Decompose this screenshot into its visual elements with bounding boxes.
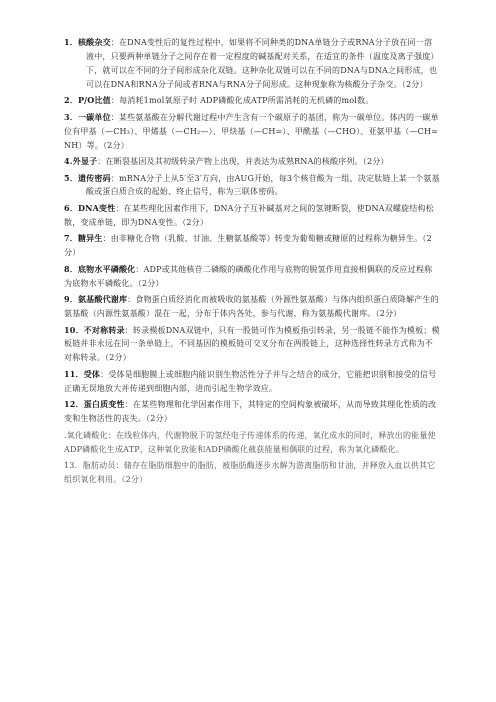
definition-asymmetric-transcription: [64, 324, 440, 366]
entry-term: 8．底物水平磷酸化: [64, 263, 136, 274]
entry-body: ：在DNA变性后的复性过程中，如果将不同种类的DNA单链分子或RNA分子放在同一溶液中，只要两种单链分子之间存在着一定程度的碱基配对关系，在适宜的条件（温度及离子强度）下，就可以在不同的分子间形成杂化双链。这种杂化双链可以在不同的DNA与DNA之间形成，也可以在DNA和RNA分子间或者RNA与RNA分子间形成。这种现象称为核酸分子杂交。（2分）: [86, 38, 439, 89]
entry-body: ：每消耗1mol氧原子时 ADP磷酸化成ATP所需消耗的无机磷的mol数。: [110, 96, 374, 106]
entry-term: 11．受体: [64, 368, 101, 379]
definition-oxidative-phosphorylation: [64, 429, 440, 457]
entry-body: ：食物蛋白质经消化而被吸收的氨基酸（外源性氨基酸）与体内组织蛋白质降解产生的氨基酸（内源性氨基酸）混在一起，分布于体内各处，参与代谢，称为氨基酸代谢库。（2分）: [64, 295, 439, 319]
entry-term: 7．糖异生: [64, 233, 103, 244]
entry-body: ：ADP或其他核苷二磷酸的磷酸化作用与底物的脱氢作用直接相偶联的反应过程称为底物水平磷酸化。（2分）: [64, 264, 433, 288]
definition-substrate-level-phosphorylation: [64, 263, 440, 291]
definition-fat-mobilization: [64, 459, 440, 487]
entry-term: 6．DNA变性: [64, 202, 116, 213]
definition-receptor: [64, 368, 440, 396]
definition-nucleic-acid-hybridization: [64, 36, 440, 92]
entry-body: ：由非糖化合物（乳酸、甘油、生糖氨基酸等）转变为葡萄糖或糖原的过程称为糖异生。（2分）: [64, 234, 432, 258]
entry-term: 1．核酸杂交: [64, 37, 111, 47]
definition-one-carbon-unit: [64, 111, 440, 153]
definition-genetic-code: [64, 172, 440, 200]
entry-term: 12．蛋白质变性: [64, 399, 125, 410]
entry-body: ：在某些理化因素作用下，DNA分子互补碱基对之间的氢键断裂，使DNA双螺旋结构松散，变成单链，即为DNA变性。（2分）: [64, 203, 434, 227]
entry-body: ：在某些物理和化学因素作用下，其特定的空间构象被破坏，从而导致其理化性质的改变和生物活性的丧失。（2分）: [64, 400, 437, 424]
definition-amino-acid-pool: [64, 293, 440, 321]
entry-body: ：某些氨基酸在分解代谢过程中产生含有一个碳原子的基团，称为一碳单位。体内的一碳单位有甲基（—CH₃）、甲烯基（—CH₂—）、甲炔基（—CH=）、甲酰基（—CHO）、亚氨甲基（—CH=NH）等。（2分）: [64, 112, 439, 150]
definition-protein-denaturation: [64, 398, 440, 426]
entry-body: ：转录模板DNA双链中，只有一股链可作为模板指引转录，另一股链不能作为模板；模板链并非永远在同一条单链上，不同基因的模板链可交叉分布在两股链上，这种选择性转录方式称为不对称转录。（2分）: [64, 325, 440, 363]
definition-po-ratio: [64, 94, 440, 108]
entry-term: 9．氨基酸代谢库: [64, 294, 128, 305]
entry-body: 13．脂肪动员：储存在脂肪细胞中的脂肪，被脂肪酶逐步水解为游离脂肪和甘油，并释放入血以供其它组织氧化利用。（2分）: [64, 461, 436, 484]
definition-dna-denaturation: [64, 202, 440, 230]
entry-body: ：mRNA分子上从5′至3′方向，由AUG开始，每3个核苷酸为一组，决定肽链上某一个氨基酸或蛋白质合成的起始、终止信号，称为三联体密码。: [86, 173, 440, 197]
entry-body: ：在断裂基因及其初级转录产物上出现，并表达为成熟RNA的核酸序列。（2分）: [97, 157, 389, 167]
definition-exon: [64, 155, 440, 169]
entry-term: 10．不对称转录: [64, 324, 125, 335]
entry-term: 5．遗传密码: [64, 172, 111, 183]
entry-body: .氧化磷酸化：在线粒体内，代谢物脱下的氢经电子传递体系的传递，氧化成水的同时，释放出的能量使ADP磷酸化生成ATP，这种氧化放能和ADP磷酸化截获能量相偶联的过程，称为氧化磷酸化。: [64, 430, 436, 454]
entry-body: ：受体是细胞膜上或细胞内能识别生物活性分子并与之结合的成分，它能把识别和接受的信号正确无误地放大并传递到细胞内部，进而引起生物学效应。: [64, 369, 437, 393]
entry-term: 3．一碳单位: [64, 111, 111, 122]
definition-list: [64, 36, 440, 490]
definition-gluconeogenesis: [64, 232, 440, 260]
entry-term: 2．P/O比值: [64, 95, 111, 106]
entry-term: 4.外显子: [64, 156, 98, 167]
